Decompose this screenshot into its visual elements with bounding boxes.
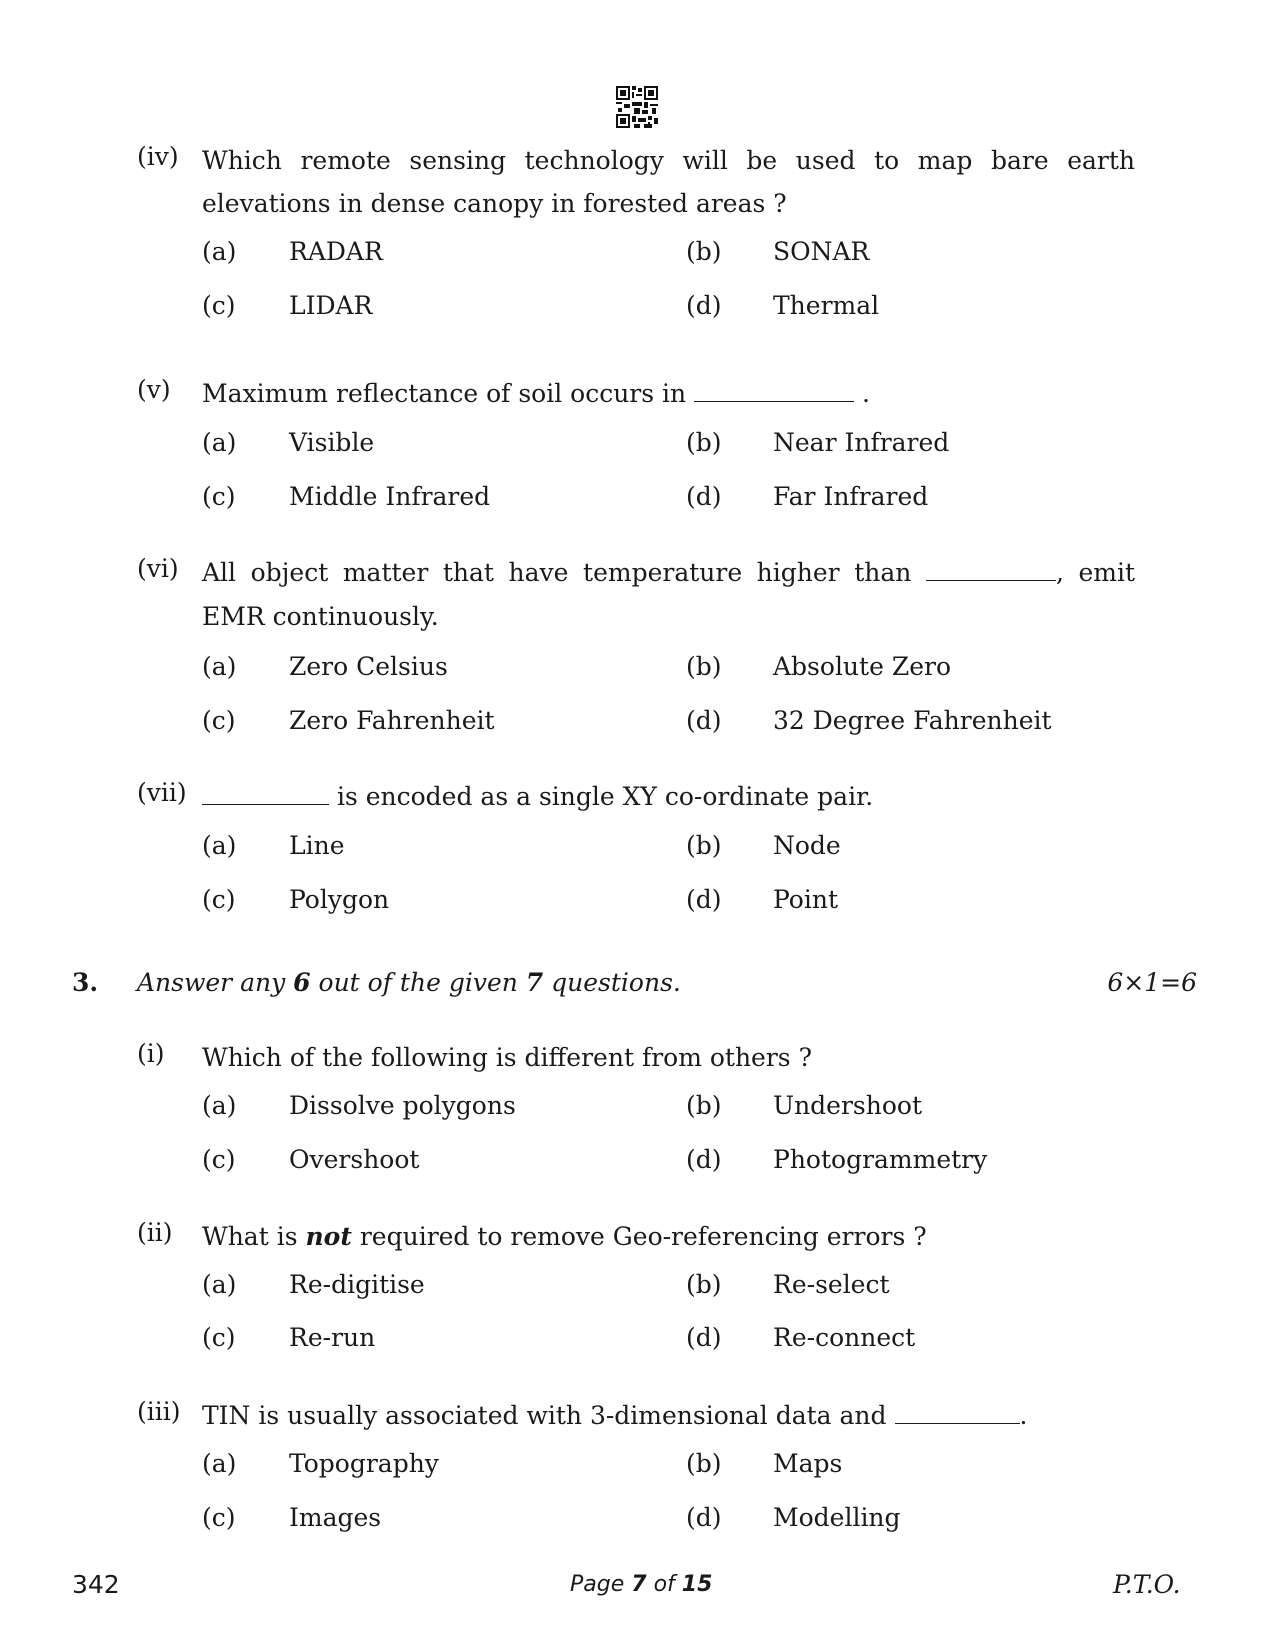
question-text-line2: EMR continuously. [202, 602, 439, 631]
option-text: Topography [289, 1449, 439, 1478]
option-label: (d) [686, 1323, 722, 1352]
option-text: Absolute Zero [773, 652, 951, 681]
answer-blank [694, 379, 854, 402]
option-label: (b) [686, 1270, 722, 1299]
option-label: (b) [686, 1449, 722, 1478]
option-label: (c) [202, 706, 236, 735]
option-label: (a) [202, 1091, 237, 1120]
option-label: (a) [202, 1270, 237, 1299]
option-text: LIDAR [289, 291, 373, 320]
option-label: (d) [686, 1145, 722, 1174]
section-instruction: Answer any 6 out of the given 7 questions. [137, 968, 681, 997]
pto-label: P.T.O. [1113, 1570, 1181, 1599]
option-label: (d) [686, 885, 722, 914]
option-label: (c) [202, 291, 236, 320]
option-text: Re-select [773, 1270, 890, 1299]
question-number: (vii) [137, 778, 187, 807]
option-text: Modelling [773, 1503, 901, 1532]
option-text: Re-digitise [289, 1270, 425, 1299]
option-text: Middle Infrared [289, 482, 491, 511]
question-text: What is not required to remove Geo-referencing errors ? [202, 1222, 927, 1251]
question-text-line2: elevations in dense canopy in forested areas ? [202, 189, 787, 218]
option-label: (a) [202, 652, 237, 681]
answer-blank [926, 558, 1056, 581]
option-label: (c) [202, 1503, 236, 1532]
option-text: Images [289, 1503, 382, 1532]
option-text: Maps [773, 1449, 843, 1478]
option-label: (d) [686, 1503, 722, 1532]
option-label: (d) [686, 482, 722, 511]
question-text-line1: Which remote sensing technology will be used to map bare earth [202, 146, 1135, 175]
option-label: (c) [202, 482, 236, 511]
option-text: Line [289, 831, 345, 860]
question-text: Which of the following is different from others ? [202, 1043, 812, 1072]
question-text: Maximum reflectance of soil occurs in . [202, 379, 870, 408]
option-text: RADAR [289, 237, 383, 266]
option-text: Re-connect [773, 1323, 916, 1352]
answer-blank [202, 782, 329, 805]
question-number: (iii) [137, 1397, 181, 1426]
option-label: (b) [686, 428, 722, 457]
section-number: 3. [72, 968, 99, 997]
section-marks: 6×1=6 [1107, 968, 1197, 997]
question-number: (ii) [137, 1218, 173, 1247]
question-number: (v) [137, 375, 171, 404]
option-label: (a) [202, 1449, 237, 1478]
option-label: (c) [202, 1323, 236, 1352]
option-label: (a) [202, 428, 237, 457]
option-label: (b) [686, 237, 722, 266]
option-text: Zero Fahrenheit [289, 706, 495, 735]
option-label: (b) [686, 652, 722, 681]
question-text-line1: All object matter that have temperature higher than , emit [202, 558, 1135, 587]
question-number: (iv) [137, 142, 179, 171]
option-label: (d) [686, 706, 722, 735]
option-text: Node [773, 831, 841, 860]
option-text: Far Infrared [773, 482, 929, 511]
option-text: Point [773, 885, 839, 914]
option-text: Re-run [289, 1323, 376, 1352]
option-label: (c) [202, 1145, 236, 1174]
option-text: Photogrammetry [773, 1145, 988, 1174]
qr-code [616, 86, 658, 128]
option-text: Dissolve polygons [289, 1091, 516, 1120]
option-label: (d) [686, 291, 722, 320]
option-text: Visible [289, 428, 375, 457]
option-text: SONAR [773, 237, 870, 266]
option-text: Overshoot [289, 1145, 420, 1174]
option-label: (a) [202, 237, 237, 266]
option-text: Thermal [773, 291, 880, 320]
answer-blank [895, 1401, 1020, 1424]
question-number: (vi) [137, 554, 179, 583]
page-number: Page 7 of 15 [570, 1572, 713, 1597]
option-label: (b) [686, 1091, 722, 1120]
paper-code: 342 [72, 1570, 120, 1599]
question-text: TIN is usually associated with 3-dimensional data and . [202, 1401, 1028, 1430]
option-text: Zero Celsius [289, 652, 448, 681]
question-text: is encoded as a single XY co-ordinate pair. [202, 774, 1135, 819]
option-label: (c) [202, 885, 236, 914]
option-text: Near Infrared [773, 428, 950, 457]
question-number: (i) [137, 1039, 165, 1068]
option-text: Polygon [289, 885, 390, 914]
option-label: (a) [202, 831, 237, 860]
option-text: Undershoot [773, 1091, 922, 1120]
option-label: (b) [686, 831, 722, 860]
option-text: 32 Degree Fahrenheit [773, 706, 1052, 735]
